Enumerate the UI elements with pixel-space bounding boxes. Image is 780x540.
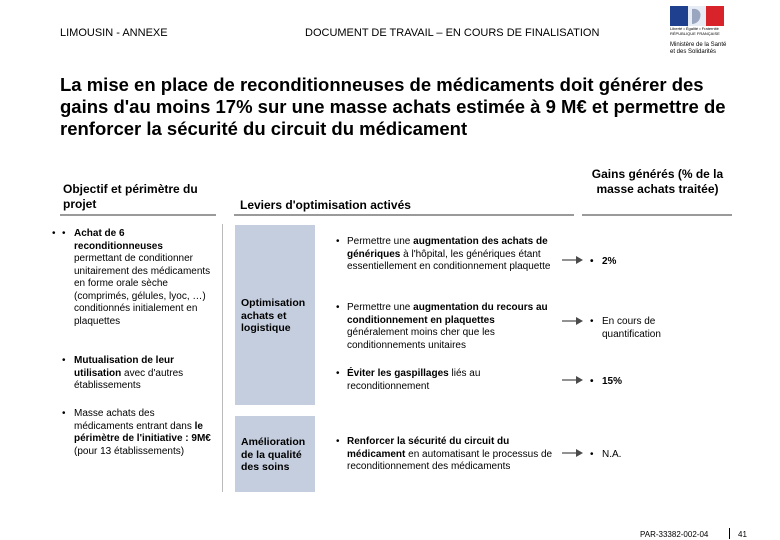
lever-group-label: Optimisation achats et logistique [241, 297, 306, 334]
footer-ref: PAR-33382-002-04 [640, 530, 709, 539]
page-number: 41 [738, 530, 747, 539]
objective-text: permettant de conditionner unitairement des médicaments en forme orale sèche (comprimés, gélules, lyoc, …) conditionnés initialement en plaquettes [74, 253, 211, 327]
footer-separator [729, 528, 730, 539]
lever-pre: Permettre une [347, 236, 414, 247]
gain-item: • 15% [590, 376, 623, 387]
objective-text: avec d'autres établissements [74, 367, 184, 391]
lever-item: • Renforcer la sécurité du circuit du médicament en automatisant le processus de reconditionnement des médicaments [336, 436, 553, 472]
lever-pre: Permettre une [347, 302, 414, 313]
column-header-gains: Gains générés (% de la masse achats traitée) [591, 167, 724, 196]
lever-group-optimisation [235, 225, 315, 405]
logo-line1: Liberté • Égalité • Fraternité [670, 26, 719, 31]
logo-line2: RÉPUBLIQUE FRANÇAISE [670, 31, 720, 36]
objective-item: • Mutualisation de leur utilisation avec d'autres établissements [62, 355, 184, 391]
header-center: DOCUMENT DE TRAVAIL – EN COURS DE FINALISATION [305, 27, 600, 39]
lever-text: à l'hôpital, les génériques étant essentiellement en conditionnement plaquette [347, 248, 551, 272]
column-header-levers: Leviers d'optimisation activés [240, 198, 411, 212]
gain-item: • N.A. [590, 449, 622, 460]
lever-bold: augmentation du recours au conditionnement en plaquettes [347, 302, 548, 326]
gain-item: • En cours de quantification [590, 316, 661, 340]
divider [582, 214, 732, 216]
objective-item: • • Achat de 6 reconditionneuses permettant de conditionner unitairement des médicaments en forme orale sèche (comprimés, gélules, lyoc, …) conditionnés initialement en plaquettes [62, 228, 212, 328]
objective-bold: le périmètre de l'initiative : 9M€ [74, 420, 211, 444]
gain-value: 2% [602, 256, 617, 267]
gain-value: 15% [602, 376, 623, 387]
objective-bold: Achat de 6 reconditionneuses [74, 228, 163, 252]
arrow-right-icon [562, 316, 584, 326]
lever-item: • Permettre une augmentation des achats de génériques à l'hôpital, les génériques étant essentiellement en conditionnement plaquette [336, 236, 551, 272]
lever-bold: Éviter les gaspillages [347, 368, 449, 379]
objective-text: (pour 13 établissements) [74, 445, 185, 457]
objective-bold: Mutualisation de leur utilisation [74, 355, 175, 379]
objective-pre: Masse achats des médicaments entrant dans [74, 408, 195, 432]
arrow-right-icon [562, 255, 584, 265]
ministry-line1: Ministère de la Santé [670, 42, 727, 48]
arrow-right-icon [562, 375, 584, 385]
column-header-objective: Objectif et périmètre du projet [63, 182, 198, 211]
lever-bold: Renforcer la sécurité du circuit du médicament [347, 436, 510, 460]
lever-item: • Éviter les gaspillages liés au reconditionnement [336, 368, 481, 392]
ministry-line2: et des Solidarités [670, 49, 717, 55]
gain-value: N.A. [602, 449, 622, 460]
lever-group-qualite [235, 416, 315, 492]
header-left: LIMOUSIN - ANNEXE [60, 27, 168, 39]
lever-group-label: Amélioration de la qualité des soins [241, 436, 306, 473]
arrow-right-icon [562, 448, 584, 458]
gain-value: En cours de quantification [602, 316, 661, 340]
lever-text: en automatisant le processus de reconditionnement des médicaments [347, 448, 553, 472]
lever-text: généralement moins cher que les conditionnements unitaires [347, 327, 495, 351]
column-separator [222, 224, 223, 492]
divider [234, 214, 574, 216]
objective-item: • Masse achats des médicaments entrant dans le périmètre de l'initiative : 9M€ (pour 13 établissements) [62, 408, 211, 457]
lever-item: • Permettre une augmentation du recours au conditionnement en plaquettes généralement moins cher que les conditionnements unitaires [336, 302, 548, 351]
lever-text: liés au reconditionnement [347, 368, 481, 392]
gain-item: • 2% [590, 256, 617, 267]
page-title: La mise en place de reconditionneuses de médicaments doit générer des gains d'au moins 17% sur une masse achats estimée à 9 M€ et permettre de renforcer la sécurité du circuit du médicament [60, 74, 726, 139]
ministry-logo [668, 6, 728, 60]
lever-bold: augmentation des achats de génériques [347, 236, 548, 260]
divider [60, 214, 216, 216]
